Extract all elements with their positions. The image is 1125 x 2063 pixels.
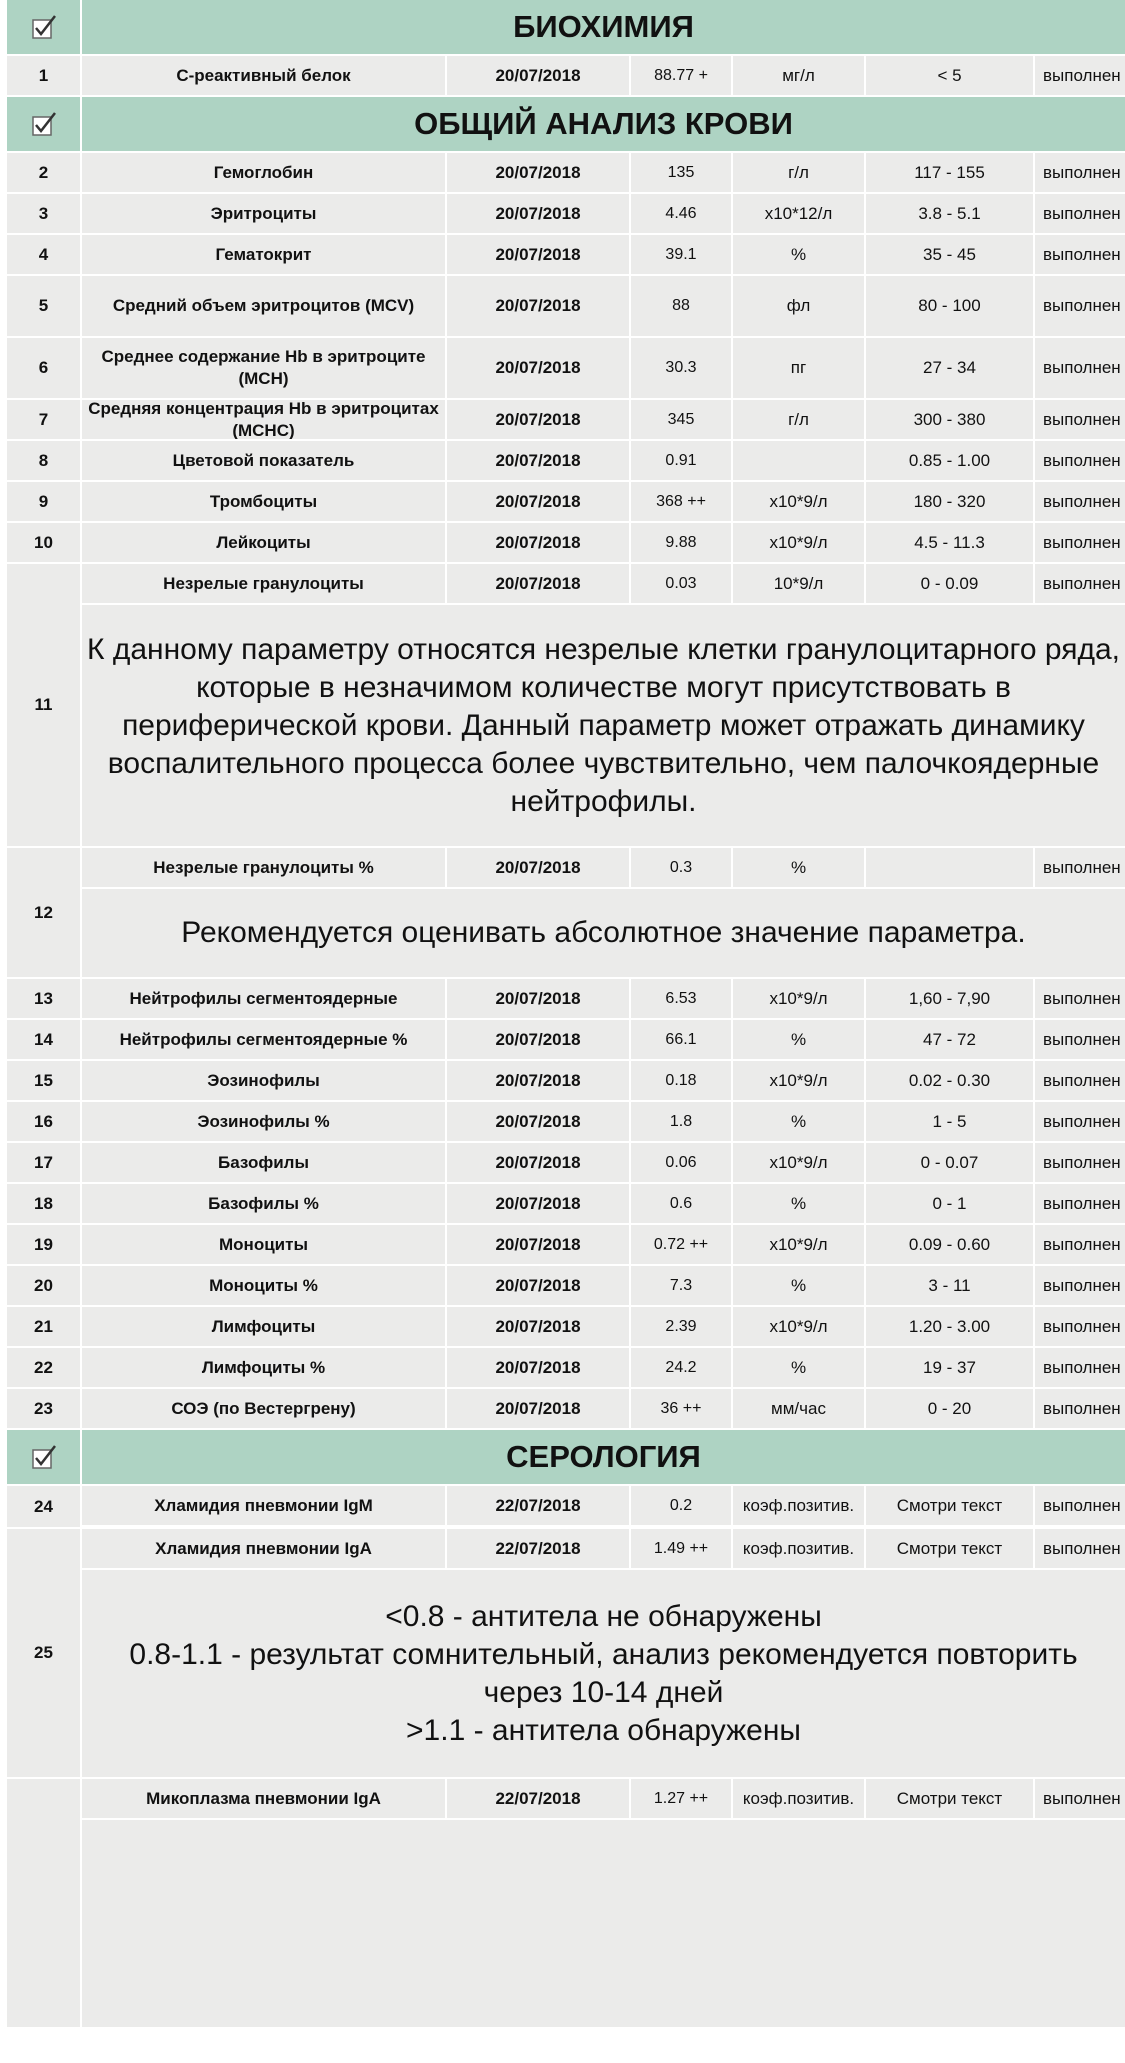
test-date: 20/07/2018 [447, 1143, 629, 1182]
test-date: 20/07/2018 [447, 194, 629, 233]
comment-text [86, 631, 1121, 821]
test-name: Моноциты [82, 1225, 445, 1264]
comment-line: К данному параметру относятся незрелые клетки гранулоцитарного ряда, которые в незначимом количестве могут присутствовать в периферической крови. Данный параметр может отражать динамику воспалительного процесса более чувствительно, чем палочкоядерные нейтрофилы. [87, 632, 1120, 818]
test-name: Микоплазма пневмонии IgA [82, 1779, 445, 1818]
row-number: 10 [7, 523, 80, 562]
test-row [0, 1102, 1125, 1141]
test-name: Эозинофилы % [82, 1102, 445, 1141]
test-status: выполнен [1035, 1184, 1125, 1223]
test-status: выполнен [1035, 1779, 1125, 1818]
test-status: выполнен [1035, 979, 1125, 1018]
test-status: выполнен [1035, 1143, 1125, 1182]
result-unit: x10*9/л [733, 1307, 864, 1346]
reference-range: 1 - 5 [866, 1102, 1033, 1141]
row-number: 2 [7, 153, 80, 192]
reference-range: 180 - 320 [866, 482, 1033, 521]
test-name: Незрелые гранулоциты [82, 564, 445, 603]
test-name: Лимфоциты [82, 1307, 445, 1346]
result-unit: x10*9/л [733, 482, 864, 521]
test-date: 20/07/2018 [447, 338, 629, 398]
test-name: СОЭ (по Вестергрену) [82, 1389, 445, 1428]
test-name: Хламидия пневмонии IgM [82, 1486, 445, 1525]
test-status: выполнен [1035, 1266, 1125, 1305]
test-row [0, 153, 1125, 192]
row-number: 14 [7, 1020, 80, 1059]
test-date: 20/07/2018 [447, 441, 629, 480]
result-unit: пг [733, 338, 864, 398]
test-row [0, 482, 1125, 521]
section-title: СЕРОЛОГИЯ [82, 1430, 1125, 1484]
reference-range: Смотри текст [866, 1486, 1033, 1525]
test-date: 20/07/2018 [447, 1020, 629, 1059]
result-value: 0.3 [631, 848, 731, 887]
test-row [0, 1307, 1125, 1346]
test-name: Гемоглобин [82, 153, 445, 192]
test-date: 20/07/2018 [447, 235, 629, 274]
result-value: 0.91 [631, 441, 731, 480]
row-number: 18 [7, 1184, 80, 1223]
test-row [0, 1779, 1125, 2027]
test-row [0, 194, 1125, 233]
checkbox-checked-icon [29, 109, 59, 139]
result-value: 368 ++ [631, 482, 731, 521]
row-number: 7 [7, 400, 80, 439]
test-status: выполнен [1035, 1020, 1125, 1059]
row-number: 15 [7, 1061, 80, 1100]
test-status: выполнен [1035, 56, 1125, 95]
result-value: 7.3 [631, 1266, 731, 1305]
section-check-cell [7, 0, 80, 54]
test-date: 22/07/2018 [447, 1486, 629, 1525]
test-row [0, 848, 1125, 977]
checkbox-checked-icon [29, 12, 59, 42]
row-number: 12 [7, 848, 80, 977]
test-row [0, 235, 1125, 274]
section-check-cell [7, 1430, 80, 1484]
section-header [0, 1430, 1125, 1484]
result-unit: x10*9/л [733, 979, 864, 1018]
result-value: 345 [631, 400, 731, 439]
test-row [0, 1143, 1125, 1182]
test-date: 20/07/2018 [447, 1225, 629, 1264]
comment-line: 0.8-1.1 - результат сомнительный, анализ рекомендуется повторить через 10-14 дней [129, 1637, 1078, 1709]
result-value: 39.1 [631, 235, 731, 274]
test-row [0, 400, 1125, 439]
test-name: Лейкоциты [82, 523, 445, 562]
result-unit: x10*9/л [733, 523, 864, 562]
test-name: С-реактивный белок [82, 56, 445, 95]
reference-range: Смотри текст [866, 1779, 1033, 1818]
result-value: 1.27 ++ [631, 1779, 731, 1818]
result-value: 9.88 [631, 523, 731, 562]
reference-range: 35 - 45 [866, 235, 1033, 274]
test-row [0, 1184, 1125, 1223]
reference-range: 117 - 155 [866, 153, 1033, 192]
row-number: 21 [7, 1307, 80, 1346]
test-comment [82, 1820, 1125, 2027]
checkbox-checked-icon [29, 1442, 59, 1472]
test-name: Нейтрофилы сегментоядерные % [82, 1020, 445, 1059]
result-value: 0.2 [631, 1486, 731, 1525]
row-number: 16 [7, 1102, 80, 1141]
test-date: 22/07/2018 [447, 1529, 629, 1568]
reference-range: 3.8 - 5.1 [866, 194, 1033, 233]
row-number: 17 [7, 1143, 80, 1182]
reference-range: 1,60 - 7,90 [866, 979, 1033, 1018]
result-value: 0.06 [631, 1143, 731, 1182]
reference-range: 0.02 - 0.30 [866, 1061, 1033, 1100]
reference-range: 27 - 34 [866, 338, 1033, 398]
test-comment [82, 889, 1125, 977]
test-name: Незрелые гранулоциты % [82, 848, 445, 887]
result-value: 0.6 [631, 1184, 731, 1223]
result-unit: мг/л [733, 56, 864, 95]
result-unit: 10*9/л [733, 564, 864, 603]
test-name: Средняя концентрация Hb в эритроцитах (MCHC) [82, 400, 445, 439]
reference-range: 0 - 0.09 [866, 564, 1033, 603]
test-name: Базофилы % [82, 1184, 445, 1223]
reference-range: 80 - 100 [866, 276, 1033, 336]
test-status: выполнен [1035, 482, 1125, 521]
result-unit: % [733, 1102, 864, 1141]
result-unit: % [733, 1184, 864, 1223]
row-number [7, 1779, 80, 2027]
test-status: выполнен [1035, 1102, 1125, 1141]
row-number: 5 [7, 276, 80, 336]
test-name: Хламидия пневмонии IgA [82, 1529, 445, 1568]
test-status: выполнен [1035, 153, 1125, 192]
row-number: 8 [7, 441, 80, 480]
reference-range: 1.20 - 3.00 [866, 1307, 1033, 1346]
test-row [0, 1486, 1125, 1527]
test-row [0, 564, 1125, 846]
test-row [0, 276, 1125, 336]
result-value: 36 ++ [631, 1389, 731, 1428]
result-unit [733, 441, 864, 480]
result-unit: коэф.позитив. [733, 1486, 864, 1525]
test-comment [82, 605, 1125, 846]
test-date: 20/07/2018 [447, 1389, 629, 1428]
test-name: Гематокрит [82, 235, 445, 274]
test-name: Лимфоциты % [82, 1348, 445, 1387]
test-status: выполнен [1035, 400, 1125, 439]
reference-range: 300 - 380 [866, 400, 1033, 439]
result-value: 2.39 [631, 1307, 731, 1346]
test-status: выполнен [1035, 194, 1125, 233]
test-status: выполнен [1035, 1307, 1125, 1346]
test-name: Эозинофилы [82, 1061, 445, 1100]
test-name: Тромбоциты [82, 482, 445, 521]
row-number: 19 [7, 1225, 80, 1264]
result-value: 135 [631, 153, 731, 192]
test-row [0, 1389, 1125, 1428]
test-status: выполнен [1035, 1348, 1125, 1387]
test-status: выполнен [1035, 441, 1125, 480]
result-value: 1.49 ++ [631, 1529, 731, 1568]
section-header [0, 97, 1125, 151]
test-name: Базофилы [82, 1143, 445, 1182]
test-date: 20/07/2018 [447, 400, 629, 439]
test-row [0, 1529, 1125, 1777]
result-value: 88 [631, 276, 731, 336]
result-value: 30.3 [631, 338, 731, 398]
test-date: 22/07/2018 [447, 1779, 629, 1818]
test-row [0, 979, 1125, 1018]
test-status: выполнен [1035, 1225, 1125, 1264]
test-date: 20/07/2018 [447, 1102, 629, 1141]
test-name: Среднее содержание Hb в эритроците (MCH) [82, 338, 445, 398]
reference-range: 47 - 72 [866, 1020, 1033, 1059]
row-number: 25 [7, 1529, 80, 1777]
result-unit: % [733, 235, 864, 274]
result-unit: г/л [733, 400, 864, 439]
test-status: выполнен [1035, 276, 1125, 336]
test-status: выполнен [1035, 1061, 1125, 1100]
reference-range: 0.85 - 1.00 [866, 441, 1033, 480]
result-unit: % [733, 1266, 864, 1305]
test-date: 20/07/2018 [447, 1061, 629, 1100]
test-row [0, 441, 1125, 480]
row-number: 6 [7, 338, 80, 398]
test-status: выполнен [1035, 1389, 1125, 1428]
row-number: 20 [7, 1266, 80, 1305]
test-date: 20/07/2018 [447, 848, 629, 887]
test-status: выполнен [1035, 1486, 1125, 1525]
row-number: 11 [7, 564, 80, 846]
section-header [0, 0, 1125, 54]
reference-range: 0 - 20 [866, 1389, 1033, 1428]
result-value: 1.8 [631, 1102, 731, 1141]
test-status: выполнен [1035, 338, 1125, 398]
result-unit: x10*9/л [733, 1061, 864, 1100]
test-status: выполнен [1035, 848, 1125, 887]
test-date: 20/07/2018 [447, 1348, 629, 1387]
comment-line: >1.1 - антитела обнаружены [406, 1713, 801, 1747]
comment-text [86, 1598, 1121, 1750]
result-unit: % [733, 848, 864, 887]
test-date: 20/07/2018 [447, 56, 629, 95]
result-unit: % [733, 1020, 864, 1059]
test-date: 20/07/2018 [447, 523, 629, 562]
reference-range [866, 848, 1033, 887]
test-row [0, 1348, 1125, 1387]
result-value: 6.53 [631, 979, 731, 1018]
result-unit: x10*9/л [733, 1225, 864, 1264]
reference-range: 3 - 11 [866, 1266, 1033, 1305]
test-date: 20/07/2018 [447, 979, 629, 1018]
test-row [0, 338, 1125, 398]
test-date: 20/07/2018 [447, 1307, 629, 1346]
result-unit: мм/час [733, 1389, 864, 1428]
test-name: Средний объем эритроцитов (MCV) [82, 276, 445, 336]
test-date: 20/07/2018 [447, 276, 629, 336]
result-value: 0.18 [631, 1061, 731, 1100]
row-number: 1 [7, 56, 80, 95]
result-unit: x10*9/л [733, 1143, 864, 1182]
test-name: Нейтрофилы сегментоядерные [82, 979, 445, 1018]
result-value: 4.46 [631, 194, 731, 233]
result-value: 66.1 [631, 1020, 731, 1059]
reference-range: Смотри текст [866, 1529, 1033, 1568]
test-name: Эритроциты [82, 194, 445, 233]
test-date: 20/07/2018 [447, 564, 629, 603]
row-number: 23 [7, 1389, 80, 1428]
test-status: выполнен [1035, 564, 1125, 603]
test-status: выполнен [1035, 1529, 1125, 1568]
result-unit: г/л [733, 153, 864, 192]
comment-text [181, 914, 1025, 952]
comment-line: Рекомендуется оценивать абсолютное значение параметра. [181, 916, 1026, 949]
section-title: БИОХИМИЯ [82, 0, 1125, 54]
result-unit: коэф.позитив. [733, 1529, 864, 1568]
test-name: Цветовой показатель [82, 441, 445, 480]
row-number: 4 [7, 235, 80, 274]
result-unit: коэф.позитив. [733, 1779, 864, 1818]
section-check-cell [7, 97, 80, 151]
row-number: 24 [7, 1486, 80, 1527]
comment-line: <0.8 - антитела не обнаружены [385, 1599, 822, 1633]
test-status: выполнен [1035, 235, 1125, 274]
test-name: Моноциты % [82, 1266, 445, 1305]
test-row [0, 1061, 1125, 1100]
test-row [0, 1266, 1125, 1305]
row-number: 3 [7, 194, 80, 233]
test-date: 20/07/2018 [447, 1266, 629, 1305]
reference-range: 0 - 1 [866, 1184, 1033, 1223]
test-row [0, 56, 1125, 95]
test-row [0, 523, 1125, 562]
result-value: 0.03 [631, 564, 731, 603]
test-date: 20/07/2018 [447, 153, 629, 192]
reference-range: 0.09 - 0.60 [866, 1225, 1033, 1264]
row-number: 22 [7, 1348, 80, 1387]
test-date: 20/07/2018 [447, 1184, 629, 1223]
result-value: 24.2 [631, 1348, 731, 1387]
result-value: 0.72 ++ [631, 1225, 731, 1264]
section-title: ОБЩИЙ АНАЛИЗ КРОВИ [82, 97, 1125, 151]
reference-range: 4.5 - 11.3 [866, 523, 1033, 562]
test-comment [82, 1570, 1125, 1777]
result-unit: % [733, 1348, 864, 1387]
row-number: 9 [7, 482, 80, 521]
result-value: 88.77 + [631, 56, 731, 95]
reference-range: 19 - 37 [866, 1348, 1033, 1387]
reference-range: 0 - 0.07 [866, 1143, 1033, 1182]
test-row [0, 1020, 1125, 1059]
test-status: выполнен [1035, 523, 1125, 562]
result-unit: x10*12/л [733, 194, 864, 233]
result-unit: фл [733, 276, 864, 336]
reference-range: < 5 [866, 56, 1033, 95]
test-row [0, 1225, 1125, 1264]
row-number: 13 [7, 979, 80, 1018]
test-date: 20/07/2018 [447, 482, 629, 521]
